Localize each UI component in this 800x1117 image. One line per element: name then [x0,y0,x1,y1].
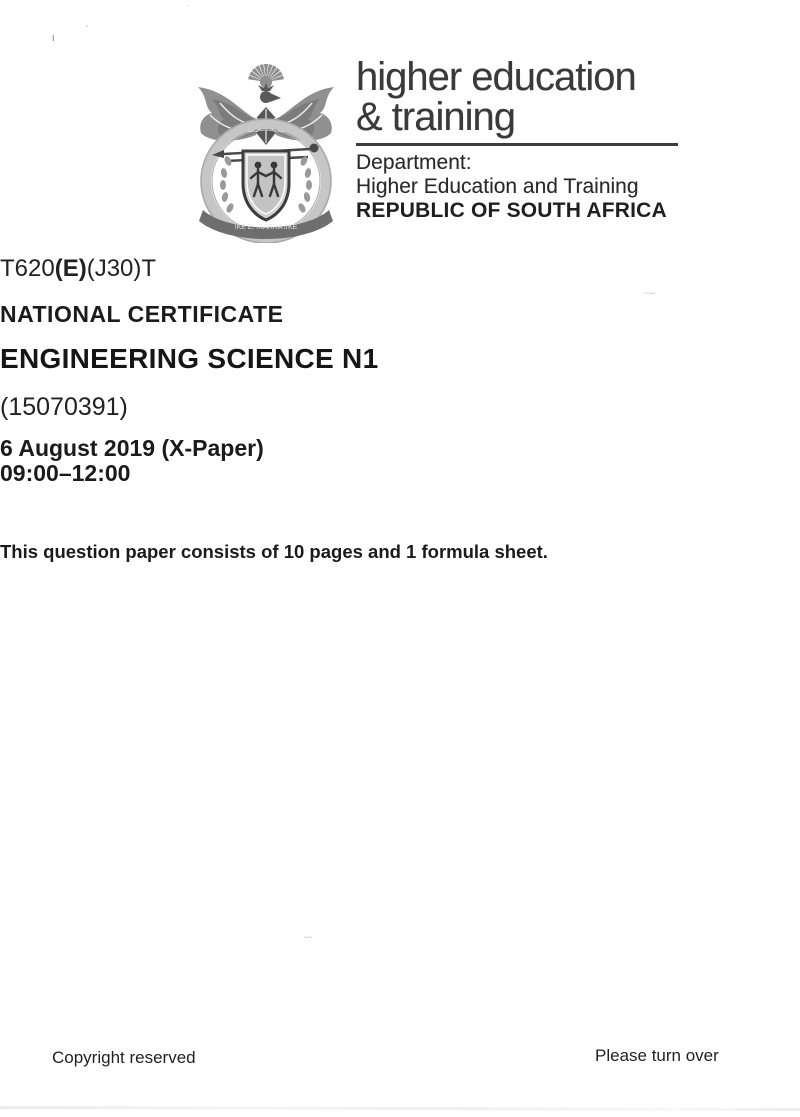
exam-datetime [0,436,800,486]
paper-contents-note: This question paper consists of 10 pages and 1 formula sheet. [0,541,548,562]
scan-artifact: ' [86,24,88,35]
scan-artifact: ⁓ [644,286,656,300]
scan-artifact: ∽ [303,930,314,944]
south-africa-coat-of-arms-icon [186,57,346,243]
paper-code-suffix: (J30)T [86,255,157,282]
wordmark-divider [356,143,678,146]
scan-edge-line [0,1106,800,1111]
scan-artifact: ι [52,32,55,44]
certificate-title: NATIONAL CERTIFICATE [0,301,284,327]
emblem-motto-text: !KE E: /XARRA //KE [234,224,298,231]
paper-code [0,255,800,283]
copyright-notice: Copyright reserved [52,1048,196,1067]
department-name: Higher Education and Training [356,175,639,198]
subject-title: ENGINEERING SCIENCE N1 [0,343,379,374]
exam-date: 6 August 2019 (X-Paper) [0,435,264,461]
wordmark-line2: & training [356,95,515,139]
scan-artifact: · [186,0,190,11]
country-name: REPUBLIC OF SOUTH AFRICA [356,199,667,222]
exam-time: 09:00–12:00 [0,460,131,486]
department-logo [186,57,686,243]
paper-code-prefix: T620 [0,255,55,282]
logo-wordmark [356,57,686,223]
turn-over-note: Please turn over [595,1046,719,1065]
subject-code: (15070391) [0,393,128,421]
paper-code-bold: (E) [54,255,87,282]
wordmark-line1: higher education [356,55,636,99]
department-label: Department: [356,151,472,174]
